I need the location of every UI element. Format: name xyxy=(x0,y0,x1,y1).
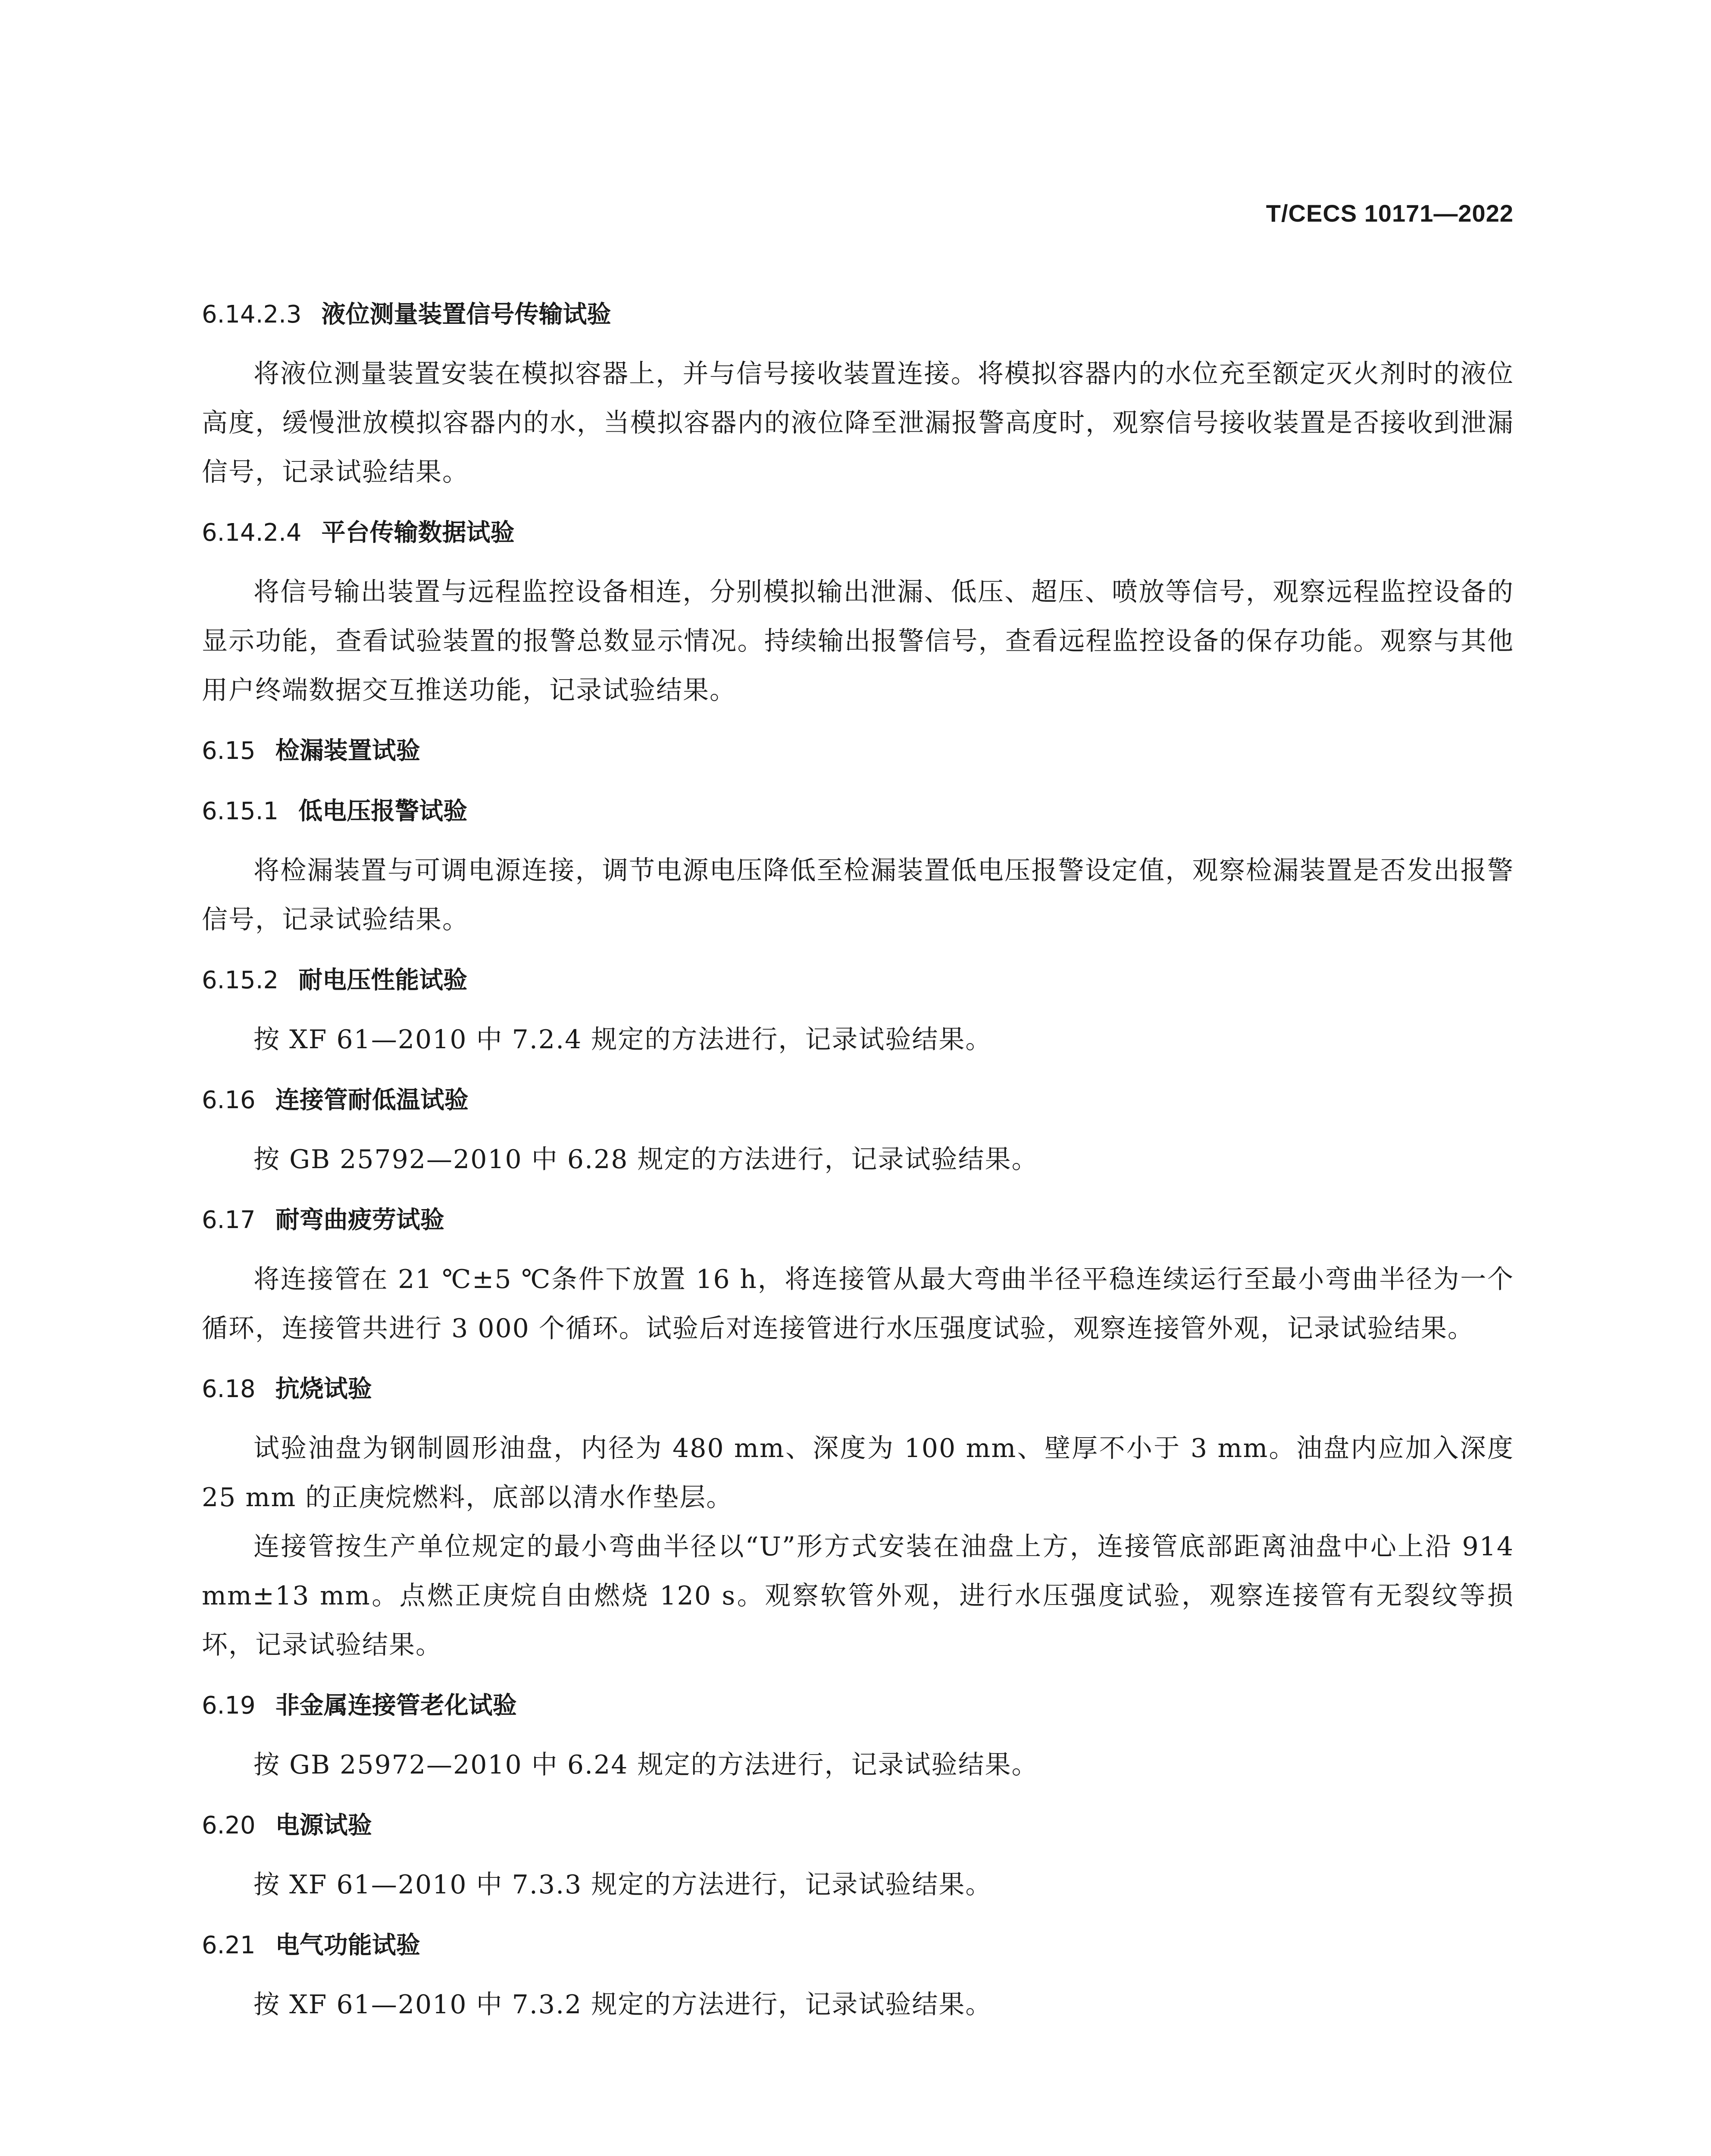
paragraph: 将信号输出装置与远程监控设备相连，分别模拟输出泄漏、低压、超压、喷放等信号，观察远程监控设备的显示功能，查看试验装置的报警总数显示情况。持续输出报警信号，查看远程监控设备的保存功能。观察与其他用户终端数据交互推送功能，记录试验结果。 xyxy=(202,577,1514,705)
section-title: 连接管耐低温试验 xyxy=(275,1086,469,1114)
paragraph: 将连接管在 21 ℃±5 ℃条件下放置 16 h，将连接管从最大弯曲半径平稳连续运行至最小弯曲半径为一个循环，连接管共进行 3 000 个循环。试验后对连接管进行水压强度试验，观察连接管外观，记录试验结果。 xyxy=(202,1264,1514,1344)
section-heading xyxy=(202,963,1514,998)
section-number: 6.16 xyxy=(202,1086,256,1114)
section-heading xyxy=(202,734,1514,768)
section-heading xyxy=(202,1928,1514,1963)
section-heading xyxy=(202,794,1514,829)
section-heading xyxy=(202,1083,1514,1118)
section-number: 6.14.2.4 xyxy=(202,519,302,547)
section-title: 液位测量装置信号传输试验 xyxy=(321,301,611,329)
paragraph: 按 GB 25972—2010 中 6.24 规定的方法进行，记录试验结果。 xyxy=(253,1750,1038,1780)
section-heading xyxy=(202,1689,1514,1723)
section-number: 6.15.1 xyxy=(202,797,279,825)
paragraph: 将检漏装置与可调电源连接，调节电源电压降低至检漏装置低电压报警设定值，观察检漏装置是否发出报警信号，记录试验结果。 xyxy=(202,856,1514,935)
paragraph: 按 XF 61—2010 中 7.2.4 规定的方法进行，记录试验结果。 xyxy=(253,1025,992,1055)
section-title: 检漏装置试验 xyxy=(275,737,420,765)
section-number: 6.17 xyxy=(202,1206,256,1234)
paragraph: 试验油盘为钢制圆形油盘，内径为 480 mm、深度为 100 mm、壁厚不小于 3 mm。油盘内应加入深度 25 mm 的正庚烷燃料，底部以清水作垫层。 xyxy=(202,1433,1514,1513)
section-heading xyxy=(202,1203,1514,1238)
document-body xyxy=(202,298,1514,2048)
section-number: 6.21 xyxy=(202,1931,256,1959)
section-heading xyxy=(202,1372,1514,1407)
section-heading xyxy=(202,516,1514,550)
section-number: 6.14.2.3 xyxy=(202,301,302,329)
paragraph: 连接管按生产单位规定的最小弯曲半径以“U”形方式安装在油盘上方，连接管底部距离油盘中心上沿 914 mm±13 mm。点燃正庚烷自由燃烧 120 s。观察软管外观，进行水压强度试验，观察连接管有无裂纹等损坏，记录试验结果。 xyxy=(202,1532,1514,1660)
section-title: 电气功能试验 xyxy=(275,1931,420,1959)
section-number: 6.15.2 xyxy=(202,966,279,994)
standard-code: T/CECS 10171—2022 xyxy=(1266,200,1514,227)
section-title: 平台传输数据试验 xyxy=(321,519,515,547)
section-number: 6.18 xyxy=(202,1375,256,1403)
section-number: 6.19 xyxy=(202,1692,256,1720)
paragraph: 按 XF 61—2010 中 7.3.3 规定的方法进行，记录试验结果。 xyxy=(253,1870,992,1900)
section-number: 6.15 xyxy=(202,737,256,765)
paragraph: 将液位测量装置安装在模拟容器上，并与信号接收装置连接。将模拟容器内的水位充至额定灭火剂时的液位高度，缓慢泄放模拟容器内的水，当模拟容器内的液位降至泄漏报警高度时，观察信号接收装置是否接收到泄漏信号，记录试验结果。 xyxy=(202,359,1514,487)
section-title: 电源试验 xyxy=(275,1811,372,1839)
paragraph: 按 XF 61—2010 中 7.3.2 规定的方法进行，记录试验结果。 xyxy=(253,1990,992,2020)
section-title: 耐电压性能试验 xyxy=(298,966,468,994)
section-title: 低电压报警试验 xyxy=(298,797,468,825)
section-heading xyxy=(202,1808,1514,1843)
section-number: 6.20 xyxy=(202,1811,256,1839)
section-title: 抗烧试验 xyxy=(275,1375,372,1403)
paragraph: 按 GB 25792—2010 中 6.28 规定的方法进行，记录试验结果。 xyxy=(253,1144,1038,1175)
section-title: 非金属连接管老化试验 xyxy=(275,1692,517,1720)
section-heading xyxy=(202,298,1514,332)
section-title: 耐弯曲疲劳试验 xyxy=(275,1206,444,1234)
